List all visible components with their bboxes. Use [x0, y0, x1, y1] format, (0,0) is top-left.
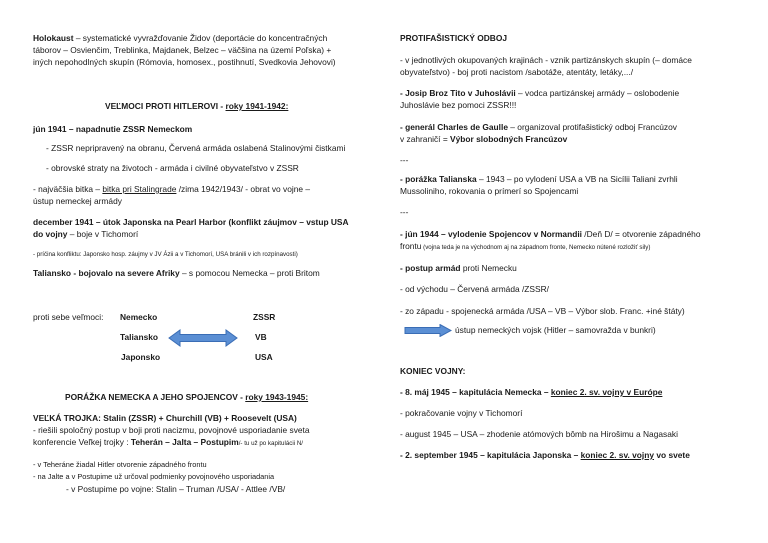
stalingrad-line-1: - najväčšia bitka – bitka pri Stalingrade /zima 1942/1943/ - obrat vo vojne – — [33, 184, 311, 194]
tehran-note: - v Teheráne žiadal Hitler otvorenie západného frontu — [33, 460, 207, 469]
tito-line-2: Juhoslávie bez pomoci ZSSR!!! — [400, 100, 517, 110]
june-1941-point-b: - obrovské straty na životoch - armáda i civilné obyvateľstvo v ZSSR — [46, 163, 299, 173]
powers-label: proti sebe veľmoci: — [33, 312, 104, 322]
conflict-causes: - príčina konfliktu: Japonsko hosp. záujmy v JV Ázii a v Tichomorí, USA bránili v ich rozpínavosti) — [33, 251, 298, 258]
tito-line-1: - Josip Broz Tito v Juhoslávii – vodca partizánskej armády – oslobodenie — [400, 88, 680, 98]
italy-defeat-line-2: Mussoliniho, rokovania o prímerí so Spojencami — [400, 186, 579, 196]
pearl-harbor-line-1: december 1941 – útok Japonska na Pearl Harbor (konflikt záujmov – vstup USA — [33, 217, 349, 227]
end-europe: - 8. máj 1945 – kapitulácia Nemecka – koniec 2. sv. vojny v Európe — [400, 387, 663, 397]
holocaust-line-2: táborov – Osvienčim, Treblinka, Majdanek, Belzec – väčšina na území Poľska) + — [33, 45, 332, 55]
separator-1: --- — [400, 155, 409, 165]
right-arrow-icon — [404, 324, 452, 337]
italy-africa-line: Taliansko - bojovalo na severe Afriky – s pomocou Nemecka – proti Britom — [33, 268, 320, 278]
normandy-line-2: frontu (vojna teda je na východnom aj na západnom fronte, Nemecko nútené rozložiť sily) — [400, 241, 651, 251]
german-retreat: ústup nemeckých vojsk (Hitler – samovražda v bunkri) — [455, 325, 656, 335]
end-japan: - 2. september 1945 – kapitulácia Japonska – koniec 2. sv. vojny vo svete — [400, 450, 690, 460]
ally-ussr: ZSSR — [253, 312, 276, 322]
axis-japan: Japonsko — [121, 352, 161, 362]
june-1941-point-a: - ZSSR nepripravený na obranu, Červená armáda oslabená Stalinovými čistkami — [46, 143, 346, 153]
section-heading-1941: VEĽMOCI PROTI HITLEROVI - roky 1941-1942: — [105, 101, 289, 111]
pearl-harbor-line-2: do vojny – boje v Tichomorí — [33, 229, 139, 239]
resistance-line-1: - v jednotlivých okupovaných krajinách - vznik partizánskych skupín (– domáce — [400, 55, 692, 65]
ally-uk: VB — [255, 332, 267, 342]
separator-2: --- — [400, 207, 409, 217]
section-heading-1943: PORÁŽKA NEMECKA A JEHO SPOJENCOV - roky 1943-1945: — [65, 392, 309, 402]
normandy-line-1: - jún 1944 – vylodenie Spojencov v Normandii /Deň D/ = otvorenie západného — [400, 229, 701, 239]
resistance-line-2: obyvateľstvo) - boj proti nacistom /sabotáže, atentáty, letáky,.../ — [400, 67, 634, 77]
holocaust-line-1: Holokaust – systematické vyvražďovanie Židov (deportácie do koncentračných — [33, 33, 328, 43]
axis-italy: Taliansko — [120, 332, 159, 342]
stalingrad-line-2: ústup nemeckej armády — [33, 196, 122, 206]
resistance-heading: PROTIFAŠISTICKÝ ODBOJ — [400, 33, 508, 43]
end-atomic-bombs: - august 1945 – USA – zhodenie atómových bômb na Hirošimu a Nagasaki — [400, 429, 678, 439]
axis-germany: Nemecko — [120, 312, 158, 322]
war-end-heading: KONIEC VOJNY: — [400, 366, 466, 376]
armies-advance: - postup armád proti Nemecku — [400, 263, 517, 273]
big-three-heading: VEĽKÁ TROJKA: Stalin (ZSSR) + Churchill (VB) + Roosevelt (USA) — [33, 413, 297, 423]
gaulle-line-2: v zahraničí = Výbor slobodných Francúzov — [400, 134, 568, 144]
big-three-conferences: konferencie Veľkej trojky : Teherán – Jalta – Postupim/- tu už po kapitulácii N/ — [33, 437, 304, 447]
june-1941-heading: jún 1941 – napadnutie ZSSR Nemeckom — [33, 124, 193, 134]
holocaust-line-3: iných nepohodlných skupín (Rómovia, homosex., postihnutí, Svedkovia Jehovovi) — [33, 57, 336, 67]
advance-east: - od východu – Červená armáda /ZSSR/ — [400, 284, 549, 294]
gaulle-line-1: - generál Charles de Gaulle – organizoval protifašistický odboj Francúzov — [400, 122, 677, 132]
big-three-point-a: - riešili spoločný postup v boji proti nacizmu, povojnové usporiadanie sveta — [33, 425, 310, 435]
ally-usa: USA — [255, 352, 273, 362]
yalta-note: - na Jalte a v Postupime už určoval podmienky povojnového usporiadania — [33, 472, 275, 481]
italy-defeat-line-1: - porážka Talianska – 1943 – po vylodení USA a VB na Sicílii Taliani zvrhli — [400, 174, 678, 184]
double-arrow-icon — [168, 329, 238, 347]
advance-west: - zo západu - spojenecká armáda /USA – VB – Výbor slob. Franc. +iné štáty) — [400, 306, 685, 316]
potsdam-note: - v Postupime po vojne: Stalin – Truman /USA/ - Attlee /VB/ — [66, 484, 286, 494]
end-pacific-continues: - pokračovanie vojny v Tichomorí — [400, 408, 523, 418]
